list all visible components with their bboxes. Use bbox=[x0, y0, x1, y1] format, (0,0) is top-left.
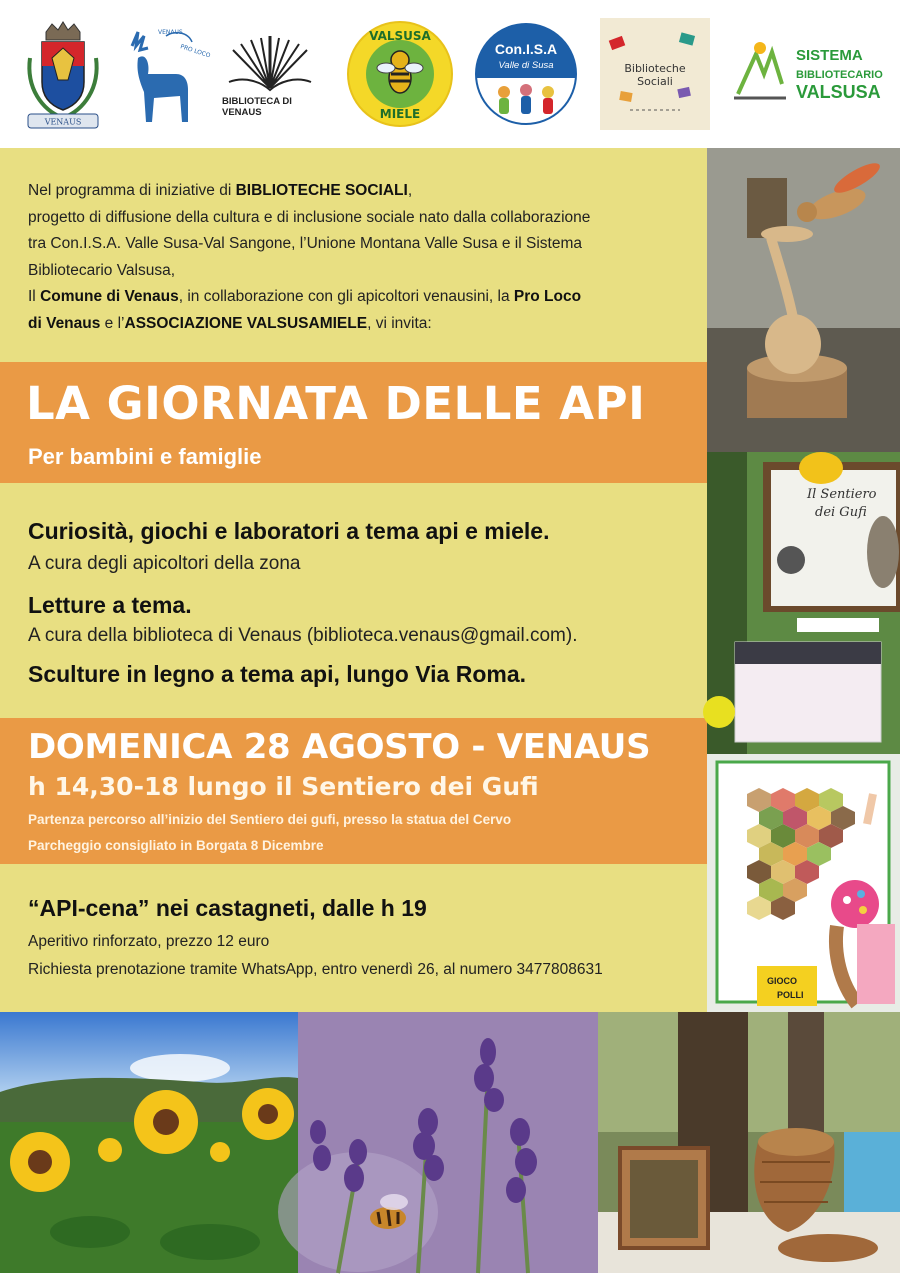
intro-line5a: Il bbox=[28, 288, 41, 305]
sign-line1: Il Sentiero bbox=[807, 487, 877, 502]
intro-line6d: , vi invita: bbox=[367, 314, 432, 332]
intro-line6b: e l’ bbox=[100, 314, 125, 332]
event-title: LA GIORNATA DELLE API bbox=[26, 377, 646, 430]
event-subtitle: Per bambini e famiglie bbox=[28, 444, 262, 469]
sunflowers-photo bbox=[0, 1012, 298, 1273]
lavender-bee-photo bbox=[298, 1012, 598, 1273]
parking-note: Parcheggio consigliato in Borgata 8 Dicembre bbox=[28, 838, 324, 853]
sistema-bibliotecario-logo bbox=[730, 18, 883, 130]
consa-subtitle: Valle di Susa bbox=[498, 60, 554, 71]
sistema-line1: SISTEMA bbox=[796, 47, 863, 64]
intro-comune: Comune di Venaus bbox=[40, 288, 179, 305]
comune-venaus-crest bbox=[22, 18, 104, 130]
activity-2-subtitle: A cura della biblioteca di Venaus (biblioteca.venaus@gmail.com). bbox=[28, 625, 578, 646]
svg-text:PRO LOCO: PRO LOCO bbox=[179, 43, 212, 60]
sistema-line2: BIBLIOTECARIO bbox=[796, 69, 883, 81]
event-date: DOMENICA 28 AGOSTO - VENAUS bbox=[28, 727, 651, 767]
biblioteca-venaus-logo bbox=[222, 18, 318, 130]
api-cena-price: Aperitivo rinforzato, prezzo 12 euro bbox=[28, 933, 270, 950]
consa-logo bbox=[474, 18, 578, 130]
api-cena-title: “API-cena” nei castagneti, dalle h 19 bbox=[28, 895, 427, 921]
biblioteca-label: BIBLIOTECA DI VENAUS bbox=[222, 96, 292, 118]
intro-line1: Nel programma di iniziative di bbox=[28, 182, 236, 199]
intro-di-venaus: di Venaus bbox=[28, 314, 101, 332]
activity-1-title: Curiosità, giochi e laboratori a tema api e miele. bbox=[28, 518, 550, 544]
logo-bar bbox=[0, 0, 900, 148]
sign-line2: dei Gufi bbox=[815, 505, 867, 520]
valsusamiele-top-label: VALSUSA bbox=[369, 29, 431, 43]
sistema-line3: VALSUSA bbox=[796, 82, 881, 102]
intro-line5c: , in collaborazione con gli apicoltori venausini, la bbox=[178, 288, 514, 305]
bee-sculpture-photo bbox=[707, 148, 900, 452]
activity-1-subtitle: A cura degli apicoltori della zona bbox=[28, 553, 301, 574]
bibsoc-line1: Biblioteche bbox=[624, 62, 686, 75]
intro-text bbox=[28, 178, 688, 337]
intro-comma: , bbox=[407, 182, 413, 199]
valsusamiele-bottom-label: MIELE bbox=[379, 107, 421, 121]
intro-line4: Bibliotecario Valsusa, bbox=[28, 261, 176, 279]
intro-associazione: ASSOCIAZIONE VALSUSAMIELE bbox=[124, 314, 368, 332]
intro-biblioteche-sociali: BIBLIOTECHE SOCIALI bbox=[235, 182, 408, 199]
game-label-2: POLLI bbox=[777, 990, 804, 1000]
game-label-1: GIOCO bbox=[767, 976, 798, 986]
svg-text:VENAUS: VENAUS bbox=[158, 29, 183, 36]
event-time: h 14,30-18 lungo il Sentiero dei Gufi bbox=[28, 772, 539, 801]
beehive-baskets-photo bbox=[598, 1012, 900, 1273]
activity-3-title: Sculture in legno a tema api, lungo Via Roma. bbox=[28, 661, 527, 687]
intro-proloco: Pro Loco bbox=[513, 288, 582, 305]
consa-title: Con.I.S.A bbox=[494, 41, 558, 57]
api-cena-booking: Richiesta prenotazione tramite WhatsApp, entro venerdì 26, al numero 3477808631 bbox=[28, 961, 603, 978]
open-book-icon bbox=[225, 30, 315, 94]
activity-2-title: Letture a tema. bbox=[28, 592, 192, 618]
intro-line3: tra Con.I.S.A. Valle Susa-Val Sangone, l’Unione Montana Valle Susa e il Sistema bbox=[28, 235, 582, 252]
valsusamiele-logo bbox=[344, 18, 456, 130]
honeycomb-game-photo bbox=[707, 754, 900, 1012]
departure-note: Partenza percorso all’inizio del Sentiero dei gufi, presso la statua del Cervo bbox=[28, 812, 512, 827]
bibsoc-line2: Sociali bbox=[637, 75, 673, 88]
proloco-deer-logo bbox=[118, 18, 212, 130]
intro-line2: progetto di diffusione della cultura e di inclusione sociale nato dalla collaborazione bbox=[28, 208, 591, 226]
biblioteche-sociali-logo bbox=[600, 18, 710, 130]
comune-label: VENAUS bbox=[44, 117, 82, 127]
sentiero-gufi-photo bbox=[707, 452, 900, 754]
